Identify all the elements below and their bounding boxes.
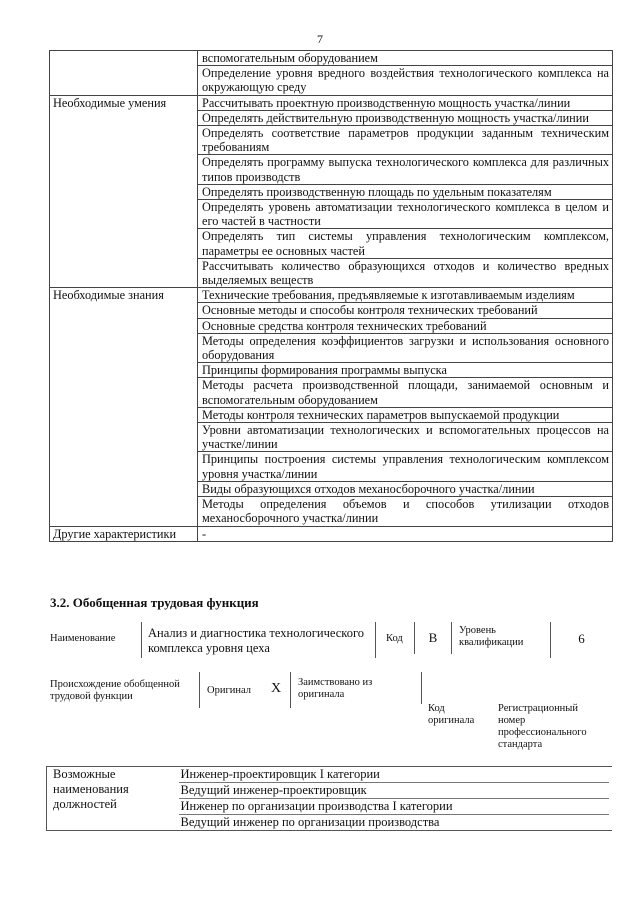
competency-item: Методы контроля технических параметров выпускаемой продукции: [198, 407, 613, 422]
competency-item: вспомогательным оборудованием: [198, 51, 613, 66]
competency-item: Определять действительную производственную мощность участка/линии: [198, 110, 613, 125]
page-number: 7: [317, 32, 323, 46]
competency-label: Необходимые умения: [50, 95, 198, 288]
competency-item: Определять программу выпуска технологического комплекса для различных типов производств: [198, 155, 613, 184]
original-label: Оригинал: [207, 685, 251, 696]
code-original-label: Код оригинала: [428, 703, 475, 726]
competency-row: [50, 288, 613, 303]
original-mark: Х: [271, 681, 282, 696]
level-value: 6: [578, 631, 585, 646]
competency-item: Уровни автоматизации технологических и вспомогательных процессов на участке/линии: [198, 423, 613, 452]
positions-label: Возможные наименования должностей: [53, 767, 129, 811]
competency-item: Рассчитывать количество образующихся отходов и количество вредных выделяемых веществ: [198, 258, 613, 287]
competency-table: [49, 50, 613, 542]
competency-item: Методы определения коэффициентов загрузки и использования основного оборудования: [198, 333, 613, 362]
competency-item: Определять производственную площадь по удельным показателям: [198, 184, 613, 199]
competency-item: -: [198, 526, 613, 541]
competency-item: Определять соответствие параметров продукции заданным техническим требованиям: [198, 126, 613, 155]
name-value: Анализ и диагностика технологического комплекса уровня цеха: [148, 626, 365, 655]
name-label: Наименование: [50, 633, 116, 644]
competency-item: Методы определения объемов и способов утилизации отходов механосборочного участка/линии: [198, 497, 613, 526]
competency-item: Определять тип системы управления технологическим комплексом, параметры ее основных частей: [198, 229, 613, 258]
competency-item: Виды образующихся отходов механосборочного участка/линии: [198, 481, 613, 496]
positions-table: [46, 766, 612, 831]
competency-item: Определять уровень автоматизации технологического комплекса в целом и его частей в частности: [198, 200, 613, 229]
positions-label-cell: [47, 767, 176, 831]
competency-label: [50, 51, 198, 96]
competency-label: Необходимые знания: [50, 288, 198, 526]
competency-item: Технические требования, предъявляемые к изготавливаемым изделиям: [198, 288, 613, 303]
position-item: Инженер-проектировщик I категории: [179, 767, 610, 783]
code-value-cell: [414, 622, 452, 654]
position-item: Ведущий инженер-проектировщик: [179, 783, 610, 799]
competency-label: Другие характеристики: [50, 526, 198, 541]
level-value-cell: [550, 622, 612, 658]
reg-number-label: Регистрационный номер профессионального стандарта: [498, 703, 587, 750]
code-value: В: [428, 630, 438, 645]
code-label: Код: [386, 633, 403, 644]
position-item: Инженер по организации производства I категории: [179, 799, 610, 815]
code-original-cell: [421, 672, 491, 704]
competency-row: [50, 526, 613, 541]
competency-item: Основные средства контроля технических требований: [198, 318, 613, 333]
position-item: Ведущий инженер по организации производства: [180, 815, 440, 829]
section-title: 3.2. Обобщенная трудовая функция: [50, 595, 259, 610]
competency-row: [50, 51, 613, 66]
competency-item: Определение уровня вредного воздействия технологического комплекса на окружающую среду: [198, 66, 613, 95]
level-label: Уровень квалификации: [459, 625, 524, 648]
competency-row: [50, 95, 613, 110]
positions-list: [176, 767, 613, 831]
competency-item: Основные методы и способы контроля технических требований: [198, 303, 613, 318]
competency-item: Принципы построения системы управления технологическим комплексом уровня участка/линии: [198, 452, 613, 481]
name-value-cell: [141, 622, 376, 658]
competency-item: Принципы формирования программы выпуска: [198, 363, 613, 378]
competency-item: Рассчитывать проектную производственную мощность участка/линии: [198, 95, 613, 110]
origin-label: Происхождение обобщенной трудовой функции: [50, 679, 180, 702]
borrowed-label: Заимствовано из оригинала: [298, 677, 373, 700]
competency-item: Методы расчета производственной площади, занимаемой основным и вспомогательным оборудованием: [198, 378, 613, 407]
